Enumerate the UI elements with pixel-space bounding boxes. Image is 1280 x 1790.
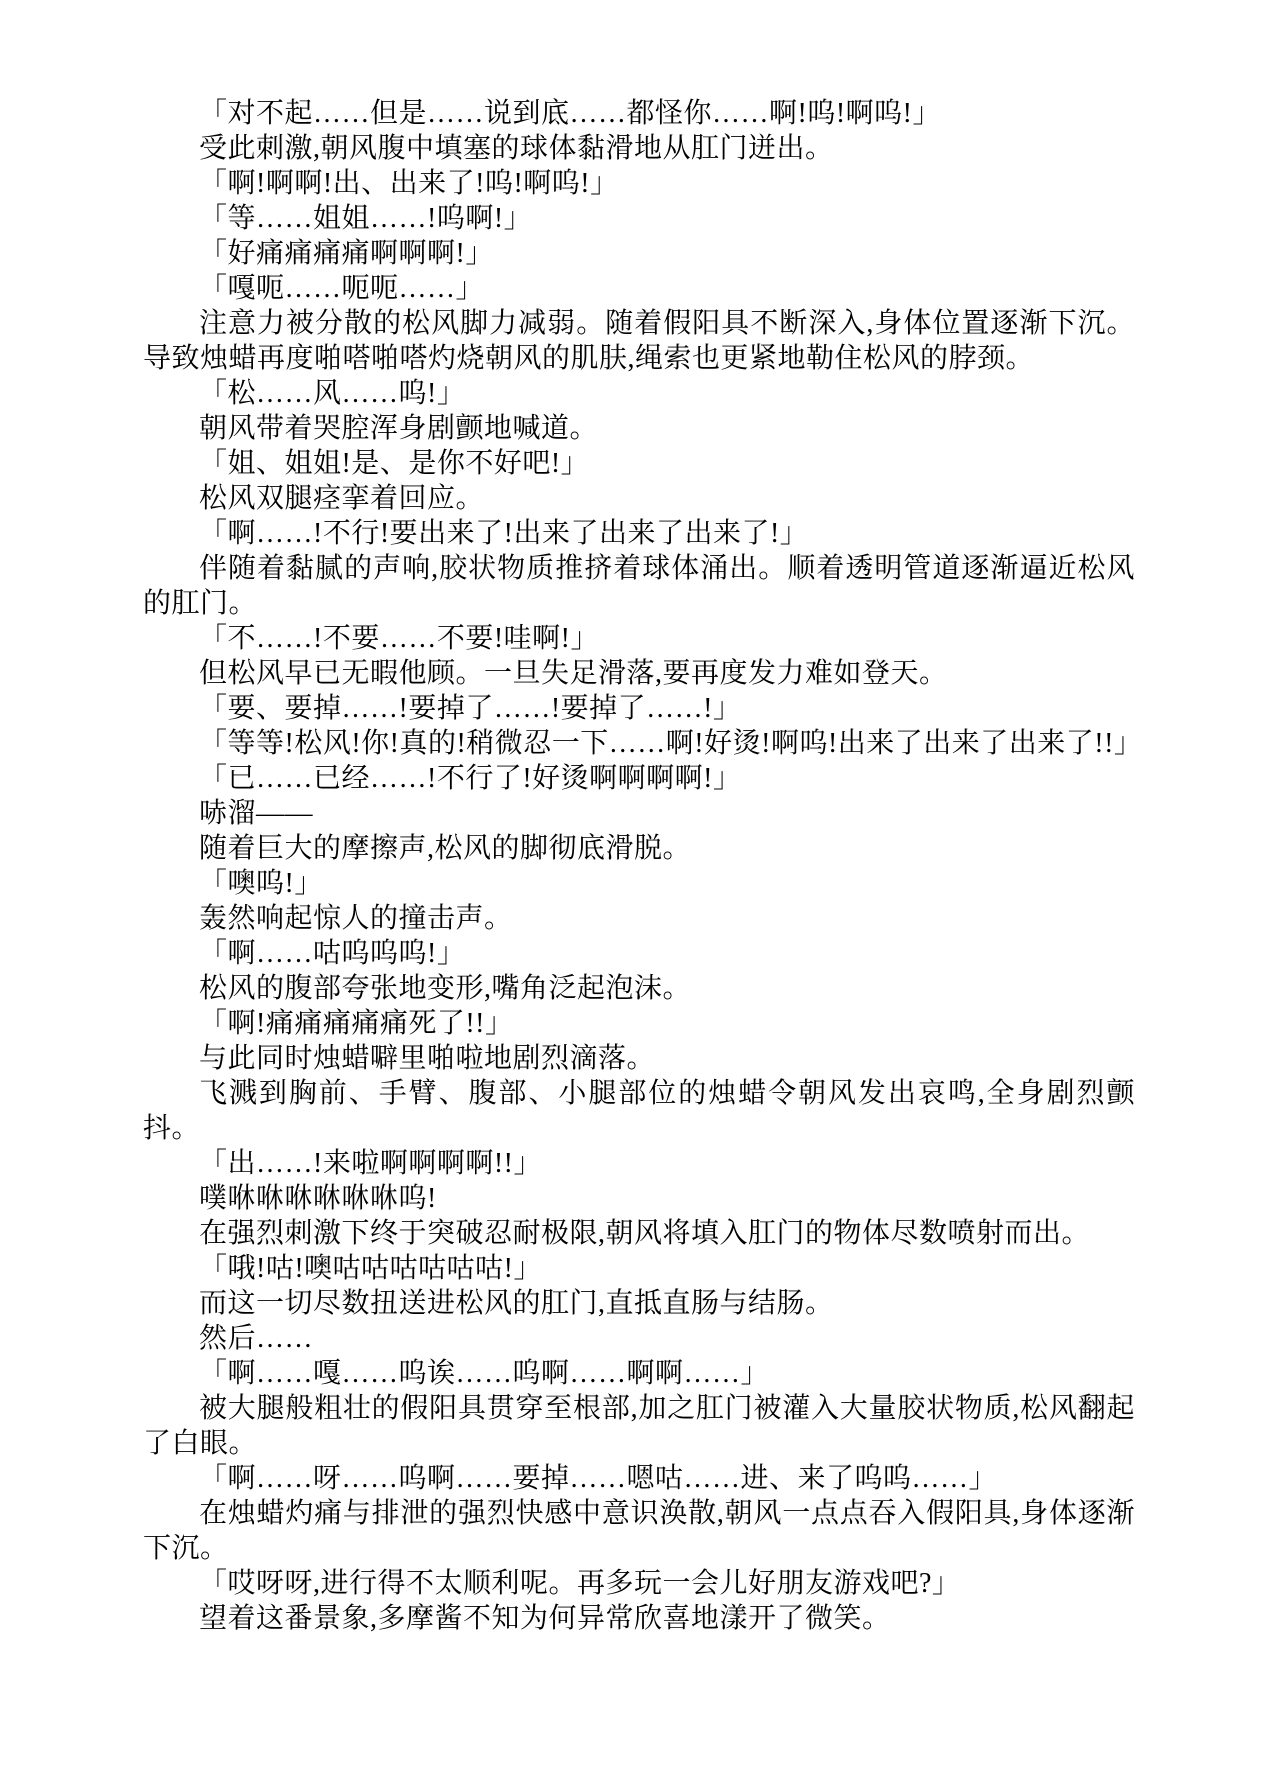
paragraph: 「好痛痛痛痛啊啊啊!」 (199, 238, 494, 269)
paragraph: 「等……姐姐……!呜啊!」 (199, 203, 533, 234)
paragraph: 但松风早已无暇他顾。一旦失足滑落,要再度发力难如登天。 (199, 658, 948, 689)
paragraph: 在烛蜡灼痛与排泄的强烈快感中意识涣散,朝风一点点吞入假阳具,身体逐渐下沉。 (143, 1498, 1135, 1564)
paragraph: 「啊……嘎……呜诶……呜啊……啊啊……」 (199, 1358, 770, 1389)
paragraph: 「等等!松风!你!真的!稍微忍一下……啊!好烫!啊呜!出来了出来了出来了!!」 (199, 728, 1143, 759)
paragraph: 「哦!咕!噢咕咕咕咕咕咕!」 (199, 1253, 542, 1284)
paragraph: 「松……风……呜!」 (199, 378, 466, 409)
paragraph: 「不……!不要……不要!哇啊!」 (199, 623, 599, 654)
paragraph: 松风的腹部夸张地变形,嘴角泛起泡沫。 (199, 973, 692, 1004)
paragraph: 「啊……咕呜呜呜!」 (199, 938, 466, 969)
paragraph: 随着巨大的摩擦声,松风的脚彻底滑脱。 (199, 833, 692, 864)
paragraph: 受此刺激,朝风腹中填塞的球体黏滑地从肛门迸出。 (199, 133, 834, 164)
paragraph: 飞溅到胸前、手臂、腹部、小腿部位的烛蜡令朝风发出哀鸣,全身剧烈颤抖。 (143, 1078, 1135, 1144)
paragraph: 「姐、姐姐!是、是你不好吧!」 (199, 448, 590, 479)
paragraph: 「要、要掉……!要掉了……!要掉了……!」 (199, 693, 742, 724)
paragraph: 「啊!痛痛痛痛痛死了!!」 (199, 1008, 514, 1039)
paragraph: 「噢呜!」 (199, 868, 323, 899)
text-block (143, 96, 1143, 1636)
paragraph: 然后…… (199, 1323, 314, 1354)
paragraph: 「对不起……但是……说到底……都怪你……啊!呜!啊呜!」 (199, 98, 941, 129)
paragraph: 「哎呀呀,进行得不太顺利呢。再多玩一会儿好朋友游戏吧?」 (199, 1568, 961, 1599)
paragraph: 朝风带着哭腔浑身剧颤地喊道。 (199, 413, 599, 444)
paragraph: 「啊……!不行!要出来了!出来了出来了出来了!」 (199, 518, 809, 549)
paragraph: 「出……!来啦啊啊啊啊!!」 (199, 1148, 542, 1179)
paragraph: 「啊……呀……呜啊……要掉……嗯咕……进、来了呜呜……」 (199, 1463, 998, 1494)
paragraph: 与此同时烛蜡噼里啪啦地剧烈滴落。 (199, 1043, 656, 1074)
paragraph: 松风双腿痉挛着回应。 (199, 483, 485, 514)
paragraph: 注意力被分散的松风脚力减弱。随着假阳具不断深入,身体位置逐渐下沉。导致烛蜡再度啪嗒啪嗒灼烧朝风的肌肤,绳索也更紧地勒住松风的脖颈。 (143, 308, 1135, 374)
paragraph: 望着这番景象,多摩酱不知为何异常欣喜地漾开了微笑。 (199, 1603, 891, 1634)
paragraph: 哧溜—— (199, 798, 314, 829)
paragraph: 「已……已经……!不行了!好烫啊啊啊啊!」 (199, 763, 742, 794)
paragraph: 轰然响起惊人的撞击声。 (199, 903, 513, 934)
paragraph: 被大腿般粗壮的假阳具贯穿至根部,加之肛门被灌入大量胶状物质,松风翻起了白眼。 (143, 1393, 1135, 1459)
paragraph: 「啊!啊啊!出、出来了!呜!啊呜!」 (199, 168, 619, 199)
paragraph: 在强烈刺激下终于突破忍耐极限,朝风将填入肛门的物体尽数喷射而出。 (199, 1218, 1091, 1249)
paragraph: 噗咻咻咻咻咻咻呜! (199, 1183, 437, 1214)
paragraph: 「嘎呃……呃呃……」 (199, 273, 485, 304)
paragraph: 而这一切尽数扭送进松风的肛门,直抵直肠与结肠。 (199, 1288, 834, 1319)
paragraph: 伴随着黏腻的声响,胶状物质推挤着球体涌出。顺着透明管道逐渐逼近松风的肛门。 (143, 553, 1135, 619)
